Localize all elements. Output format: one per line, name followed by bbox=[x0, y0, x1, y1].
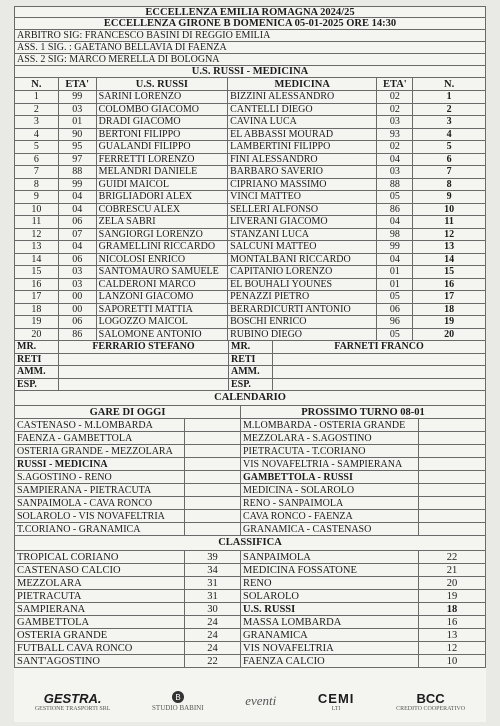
lineup-row bbox=[14, 91, 486, 104]
home-player: GUIDI MAICOL bbox=[97, 179, 228, 191]
away-age: 99 bbox=[377, 241, 413, 253]
gara-prossima: MEZZOLARA - S.AGOSTINO bbox=[241, 432, 419, 444]
classifica-table bbox=[14, 551, 486, 668]
calendario-row bbox=[14, 458, 486, 471]
reti-label-home: RETI bbox=[15, 354, 59, 366]
away-age: 03 bbox=[377, 166, 413, 178]
col-home: U.S. RUSSI bbox=[97, 78, 228, 90]
reti-label-away: RETI bbox=[229, 354, 273, 366]
away-player: PENAZZI PIETRO bbox=[228, 291, 377, 303]
col-n: N. bbox=[15, 78, 59, 90]
lineup-table bbox=[14, 78, 486, 341]
classifica-points-left: 39 bbox=[185, 551, 241, 563]
home-player: ZELA SABRI bbox=[97, 216, 228, 228]
lineup-row bbox=[14, 179, 486, 192]
home-number: 18 bbox=[15, 304, 59, 316]
home-player: SAPORETTI MATTIA bbox=[97, 304, 228, 316]
lineup-row bbox=[14, 279, 486, 292]
header-block bbox=[14, 6, 486, 78]
classifica-points-right: 19 bbox=[446, 591, 458, 602]
calendario-row bbox=[14, 445, 486, 458]
away-number: 14 bbox=[444, 253, 455, 265]
calendario-row bbox=[14, 497, 486, 510]
gara-oggi: CASTENASO - M.LOMBARDA bbox=[15, 419, 185, 431]
home-player: SARINI LORENZO bbox=[97, 91, 228, 103]
classifica-points-right: 16 bbox=[446, 617, 458, 628]
col-eta2: ETA' bbox=[377, 78, 413, 90]
esp-label-home: ESP. bbox=[15, 379, 59, 391]
calendario-row bbox=[14, 510, 486, 523]
home-player: NICOLOSI ENRICO bbox=[97, 254, 228, 266]
away-age: 01 bbox=[377, 266, 413, 278]
home-number: 14 bbox=[15, 254, 59, 266]
gara-oggi: S.AGOSTINO - RENO bbox=[15, 471, 185, 483]
amm-row bbox=[14, 366, 486, 379]
gara-prossima-result bbox=[419, 419, 485, 431]
classifica-team-right: MASSA LOMBARDA bbox=[241, 616, 419, 628]
gara-prossima: MEDICINA - SOLAROLO bbox=[241, 484, 419, 496]
classifica-team-left: PIETRACUTA bbox=[15, 590, 185, 602]
away-player: LAMBERTINI FILIPPO bbox=[228, 141, 377, 153]
home-number: 12 bbox=[15, 229, 59, 241]
away-number: 3 bbox=[446, 116, 452, 127]
away-age: 04 bbox=[377, 154, 413, 166]
staff-block bbox=[14, 341, 486, 391]
amm-label-home: AMM. bbox=[15, 366, 59, 378]
gara-oggi-result bbox=[185, 523, 241, 535]
away-number: 12 bbox=[444, 228, 455, 240]
away-player: RUBINO DIEGO bbox=[228, 329, 377, 341]
gara-prossima-result bbox=[419, 445, 485, 457]
cemi-logo-text: CEMI bbox=[317, 690, 355, 706]
classifica-points-right: 10 bbox=[446, 656, 458, 667]
lineup-header-row bbox=[14, 78, 486, 91]
classifica-team-left: MEZZOLARA bbox=[15, 577, 185, 589]
reti-home-value bbox=[59, 354, 229, 366]
calendario-row bbox=[14, 523, 486, 536]
reti-row bbox=[14, 354, 486, 367]
home-age: 03 bbox=[59, 266, 97, 278]
gara-oggi-result bbox=[185, 419, 241, 431]
lineup-row bbox=[14, 141, 486, 154]
away-age: 93 bbox=[377, 129, 413, 141]
away-player: BARBARO SAVERIO bbox=[228, 166, 377, 178]
classifica-points-left: 24 bbox=[185, 616, 241, 628]
away-number: 5 bbox=[446, 141, 452, 152]
esp-label-away: ESP. bbox=[229, 379, 273, 391]
calendario-table bbox=[14, 406, 486, 536]
away-age: 96 bbox=[377, 316, 413, 328]
away-age: 05 bbox=[377, 191, 413, 203]
gara-oggi: SAMPIERANA - PIETRACUTA bbox=[15, 484, 185, 496]
away-age: 02 bbox=[377, 91, 413, 103]
lineup-rows bbox=[14, 91, 486, 341]
away-age: 05 bbox=[377, 291, 413, 303]
classifica-team-right: RENO bbox=[241, 577, 419, 589]
gara-prossima-result bbox=[419, 432, 485, 444]
classifica-row bbox=[14, 603, 486, 616]
lineup-row bbox=[14, 229, 486, 242]
home-player: LANZONI GIACOMO bbox=[97, 291, 228, 303]
home-coach: FERRARIO STEFANO bbox=[59, 341, 229, 353]
classifica-team-left: SANT'AGOSTINO bbox=[15, 655, 185, 667]
lineup-row bbox=[14, 216, 486, 229]
home-player: FERRETTI LORENZO bbox=[97, 154, 228, 166]
home-number: 15 bbox=[15, 266, 59, 278]
away-number: 10 bbox=[444, 203, 455, 215]
home-age: 03 bbox=[59, 104, 97, 116]
gara-oggi-result bbox=[185, 432, 241, 444]
gara-oggi: SANPAIMOLA - CAVA RONCO bbox=[15, 497, 185, 509]
gara-oggi-result bbox=[185, 484, 241, 496]
away-number: 2 bbox=[446, 103, 452, 115]
home-age: 06 bbox=[59, 254, 97, 266]
away-player: CANTELLI DIEGO bbox=[228, 104, 377, 116]
away-player: SALCUNI MATTEO bbox=[228, 241, 377, 253]
match-title: U.S. RUSSI - MEDICINA bbox=[191, 66, 309, 77]
gara-oggi: FAENZA - GAMBETTOLA bbox=[15, 432, 185, 444]
classifica-row bbox=[14, 577, 486, 590]
esp-away-value bbox=[273, 379, 485, 391]
home-player: MELANDRI DANIELE bbox=[97, 166, 228, 178]
cemi-logo-sub: LTI bbox=[331, 705, 341, 712]
lineup-row bbox=[14, 254, 486, 267]
away-player: CAPITANIO LORENZO bbox=[228, 266, 377, 278]
col-eta: ETA' bbox=[59, 78, 97, 90]
gara-oggi-result bbox=[185, 458, 241, 470]
lineup-row bbox=[14, 166, 486, 179]
home-age: 95 bbox=[59, 141, 97, 153]
home-player: GRAMELLINI RICCARDO bbox=[97, 241, 228, 253]
home-player: SALOMONE ANTONIO bbox=[97, 329, 228, 341]
gara-prossima-result bbox=[419, 497, 485, 509]
gara-oggi-result bbox=[185, 497, 241, 509]
classifica-points-left: 22 bbox=[185, 655, 241, 667]
classifica-row bbox=[14, 590, 486, 603]
ass2-text: ASS. 2 SIG: MARCO MERELLA DI BOLOGNA bbox=[17, 54, 220, 65]
away-player: BIZZINI ALESSANDRO bbox=[228, 91, 377, 103]
gara-prossima: GRANAMICA - CASTENASO bbox=[241, 523, 419, 535]
classifica-team-right: GRANAMICA bbox=[241, 629, 419, 641]
away-number: 8 bbox=[446, 178, 452, 190]
away-age: 04 bbox=[377, 254, 413, 266]
classifica-team-left: FUTBALL CAVA RONCO bbox=[15, 642, 185, 654]
gestra-logo bbox=[35, 691, 111, 712]
prossimo-turno-title: PROSSIMO TURNO 08-01 bbox=[301, 407, 425, 418]
home-age: 86 bbox=[59, 329, 97, 341]
home-player: CALDERONI MARCO bbox=[97, 279, 228, 291]
classifica-points-right: 22 bbox=[446, 552, 458, 563]
classifica-points-right: 20 bbox=[446, 578, 458, 589]
calendario-rows bbox=[14, 419, 486, 536]
classifica-row bbox=[14, 564, 486, 577]
calendario-header-row bbox=[14, 406, 486, 419]
amm-label-away: AMM. bbox=[229, 366, 273, 378]
gare-oggi-title: GARE DI OGGI bbox=[15, 406, 241, 418]
classifica-points-right: 13 bbox=[446, 630, 458, 641]
away-number: 19 bbox=[444, 316, 455, 327]
arbitro-row bbox=[14, 30, 486, 42]
sheet-subtitle: ECCELLENZA GIRONE B DOMENICA 05-01-2025 ORE 14:30 bbox=[103, 18, 397, 29]
gara-prossima: GAMBETTOLA - RUSSI bbox=[241, 471, 419, 483]
home-number: 16 bbox=[15, 279, 59, 291]
home-age: 88 bbox=[59, 166, 97, 178]
home-number: 7 bbox=[15, 166, 59, 178]
away-player: SELLERI ALFONSO bbox=[228, 204, 377, 216]
calendario-row bbox=[14, 432, 486, 445]
away-age: 01 bbox=[377, 279, 413, 291]
classifica-points-left: 24 bbox=[185, 629, 241, 641]
away-age: 88 bbox=[377, 179, 413, 191]
reti-away-value bbox=[273, 354, 485, 366]
gara-oggi-result bbox=[185, 471, 241, 483]
home-player: SANTOMAURO SAMUELE bbox=[97, 266, 228, 278]
home-number: 4 bbox=[15, 129, 59, 141]
home-number: 9 bbox=[15, 191, 59, 203]
gara-prossima-result bbox=[419, 458, 485, 470]
col-n2: N. bbox=[444, 79, 455, 90]
classifica-points-right: 12 bbox=[446, 643, 458, 654]
away-player: EL BOUHALI YOUNES bbox=[228, 279, 377, 291]
studio-babini-logo bbox=[152, 690, 204, 712]
gara-oggi: OSTERIA GRANDE - MEZZOLARA bbox=[15, 445, 185, 457]
home-player: BERTONI FILIPPO bbox=[97, 129, 228, 141]
classifica-team-left: GAMBETTOLA bbox=[15, 616, 185, 628]
babini-mark-icon bbox=[167, 690, 189, 704]
away-player: LIVERANI GIACOMO bbox=[228, 216, 377, 228]
classifica-team-right: U.S. RUSSI bbox=[241, 603, 419, 615]
away-number: 13 bbox=[444, 241, 455, 252]
home-age: 06 bbox=[59, 216, 97, 228]
calendario-row bbox=[14, 484, 486, 497]
classifica-row bbox=[14, 642, 486, 655]
match-row bbox=[14, 66, 486, 78]
sheet-title-row bbox=[14, 6, 486, 18]
calendario-row bbox=[14, 471, 486, 484]
classifica-team-right: SOLAROLO bbox=[241, 590, 419, 602]
gara-prossima: PIETRACUTA - T.CORIANO bbox=[241, 445, 419, 457]
home-age: 06 bbox=[59, 316, 97, 328]
lineup-row bbox=[14, 154, 486, 167]
lineup-row bbox=[14, 204, 486, 217]
classifica-row bbox=[14, 616, 486, 629]
ass1-row bbox=[14, 42, 486, 54]
home-age: 00 bbox=[59, 304, 97, 316]
esp-home-value bbox=[59, 379, 229, 391]
away-coach: FARNETI FRANCO bbox=[334, 341, 424, 352]
home-age: 07 bbox=[59, 229, 97, 241]
gara-prossima: CAVA RONCO - FAENZA bbox=[241, 510, 419, 522]
lineup-sheet bbox=[14, 6, 486, 722]
away-number: 11 bbox=[444, 216, 454, 227]
home-number: 10 bbox=[15, 204, 59, 216]
classifica-team-right: VIS NOVAFELTRIA bbox=[241, 642, 419, 654]
babini-logo-text: STUDIO BABINI bbox=[152, 704, 204, 712]
gara-oggi: T.CORIANO - GRANAMICA bbox=[15, 523, 185, 535]
classifica-team-left: CASTENASO CALCIO bbox=[15, 564, 185, 576]
away-number: 6 bbox=[446, 153, 452, 165]
amm-away-value bbox=[273, 366, 485, 378]
away-number: 15 bbox=[444, 266, 455, 277]
eventi-logo bbox=[245, 693, 276, 709]
home-player: LOGOZZO MAICOL bbox=[97, 316, 228, 328]
home-number: 6 bbox=[15, 154, 59, 166]
lineup-row bbox=[14, 304, 486, 317]
away-number: 9 bbox=[446, 191, 452, 202]
classifica-points-right: 21 bbox=[446, 565, 458, 576]
ass1-text: ASS. 1 SIG. : GAETANO BELLAVIA DI FAENZA bbox=[17, 42, 227, 53]
home-age: 03 bbox=[59, 279, 97, 291]
away-player: CIPRIANO MASSIMO bbox=[228, 179, 377, 191]
away-age: 06 bbox=[377, 304, 413, 316]
gara-prossima-result bbox=[419, 523, 485, 535]
home-number: 8 bbox=[15, 179, 59, 191]
home-age: 04 bbox=[59, 241, 97, 253]
home-number: 11 bbox=[15, 216, 59, 228]
calendario-row bbox=[14, 419, 486, 432]
svg-text:B: B bbox=[175, 693, 181, 702]
away-age: 04 bbox=[377, 216, 413, 228]
classifica-points-right: 18 bbox=[446, 604, 458, 615]
classifica-team-left: OSTERIA GRANDE bbox=[15, 629, 185, 641]
home-player: COBRESCU ALEX bbox=[97, 204, 228, 216]
mr-label-home: MR. bbox=[15, 341, 59, 353]
mr-row bbox=[14, 341, 486, 354]
classifica-points-left: 31 bbox=[185, 577, 241, 589]
classifica-row bbox=[14, 655, 486, 668]
away-age: 03 bbox=[377, 116, 413, 128]
cemi-logo bbox=[318, 691, 355, 712]
home-age: 97 bbox=[59, 154, 97, 166]
classifica-row bbox=[14, 629, 486, 642]
away-number: 7 bbox=[446, 166, 452, 177]
home-number: 13 bbox=[15, 241, 59, 253]
home-age: 01 bbox=[59, 116, 97, 128]
lineup-row bbox=[14, 116, 486, 129]
gara-oggi: SOLAROLO - VIS NOVAFELTRIA bbox=[15, 510, 185, 522]
away-number: 17 bbox=[444, 291, 455, 302]
home-age: 99 bbox=[59, 179, 97, 191]
gara-oggi-result bbox=[185, 510, 241, 522]
lineup-row bbox=[14, 191, 486, 204]
sheet-title: ECCELLENZA EMILIA ROMAGNA 2024/25 bbox=[145, 7, 355, 17]
home-number: 1 bbox=[15, 91, 59, 103]
classifica-points-left: 34 bbox=[185, 564, 241, 576]
ass2-row bbox=[14, 54, 486, 66]
lineup-row bbox=[14, 104, 486, 117]
home-age: 90 bbox=[59, 129, 97, 141]
away-player: VINCI MATTEO bbox=[228, 191, 377, 203]
home-player: DRADI GIACOMO bbox=[97, 116, 228, 128]
away-age: 05 bbox=[377, 329, 413, 341]
sheet-subtitle-row bbox=[14, 18, 486, 30]
home-number: 19 bbox=[15, 316, 59, 328]
arbitro-text: ARBITRO SIG: FRANCESCO BASINI DI REGGIO EMILIA bbox=[17, 30, 271, 41]
classifica-team-right: SANPAIMOLA bbox=[241, 551, 419, 563]
lineup-row bbox=[14, 266, 486, 279]
calendario-title: CALENDARIO bbox=[14, 391, 486, 406]
amm-home-value bbox=[59, 366, 229, 378]
classifica-team-right: MEDICINA FOSSATONE bbox=[241, 564, 419, 576]
gestra-logo-sub: GESTIONE TRASPORTI SRL bbox=[34, 705, 111, 712]
home-player: COLOMBO GIACOMO bbox=[97, 104, 228, 116]
away-number: 4 bbox=[446, 128, 452, 140]
home-number: 17 bbox=[15, 291, 59, 303]
away-player: MONTALBANI RICCARDO bbox=[228, 254, 377, 266]
home-player: GUALANDI FILIPPO bbox=[97, 141, 228, 153]
away-age: 02 bbox=[377, 141, 413, 153]
gara-prossima-result bbox=[419, 484, 485, 496]
lineup-row bbox=[14, 316, 486, 329]
home-age: 04 bbox=[59, 204, 97, 216]
lineup-row bbox=[14, 291, 486, 304]
away-age: 86 bbox=[377, 204, 413, 216]
home-player: BRIGLIADORI ALEX bbox=[97, 191, 228, 203]
home-number: 3 bbox=[15, 116, 59, 128]
away-number: 1 bbox=[446, 91, 452, 102]
away-player: CAVINA LUCA bbox=[228, 116, 377, 128]
gara-oggi: RUSSI - MEDICINA bbox=[15, 458, 185, 470]
classifica-team-right: FAENZA CALCIO bbox=[241, 655, 419, 667]
away-number: 20 bbox=[444, 328, 455, 340]
classifica-team-left: TROPICAL CORIANO bbox=[15, 551, 185, 563]
gara-prossima-result bbox=[419, 471, 485, 483]
lineup-row bbox=[14, 329, 486, 342]
classifica-row bbox=[14, 551, 486, 564]
home-number: 20 bbox=[15, 329, 59, 341]
classifica-points-left: 31 bbox=[185, 590, 241, 602]
home-player: SANGIORGI LORENZO bbox=[97, 229, 228, 241]
bcc-logo bbox=[396, 691, 465, 712]
gestra-logo-text: GESTRA. bbox=[43, 690, 102, 706]
away-number: 18 bbox=[444, 303, 455, 315]
away-age: 02 bbox=[377, 104, 413, 116]
eventi-logo-text: eventi bbox=[245, 693, 277, 708]
away-player: BOSCHI ENRICO bbox=[228, 316, 377, 328]
classifica-points-left: 30 bbox=[185, 603, 241, 615]
away-player: FINI ALESSANDRO bbox=[228, 154, 377, 166]
away-player: EL ABBASSI MOURAD bbox=[228, 129, 377, 141]
bcc-logo-text: BCC bbox=[416, 690, 445, 706]
away-number: 16 bbox=[444, 278, 455, 290]
sponsor-bar bbox=[14, 683, 486, 719]
away-player: BERARDICURTI ANTONIO bbox=[228, 304, 377, 316]
gara-prossima-result bbox=[419, 510, 485, 522]
away-player: STANZANI LUCA bbox=[228, 229, 377, 241]
lineup-row bbox=[14, 241, 486, 254]
mr-label-away: MR. bbox=[229, 341, 273, 353]
bcc-logo-sub: CREDITO COOPERATIVO bbox=[396, 705, 466, 712]
home-number: 2 bbox=[15, 104, 59, 116]
gara-prossima: RENO - SANPAIMOLA bbox=[241, 497, 419, 509]
home-number: 5 bbox=[15, 141, 59, 153]
gara-prossima: VIS NOVAFELTRIA - SAMPIERANA bbox=[241, 458, 419, 470]
classifica-points-left: 24 bbox=[185, 642, 241, 654]
lineup-row bbox=[14, 129, 486, 142]
esp-row bbox=[14, 379, 486, 392]
away-age: 98 bbox=[377, 229, 413, 241]
home-age: 04 bbox=[59, 191, 97, 203]
gara-oggi-result bbox=[185, 445, 241, 457]
classifica-title: CLASSIFICA bbox=[14, 536, 486, 551]
classifica-team-left: SAMPIERANA bbox=[15, 603, 185, 615]
home-age: 99 bbox=[59, 91, 97, 103]
home-age: 00 bbox=[59, 291, 97, 303]
gara-prossima: M.LOMBARDA - OSTERIA GRANDE bbox=[241, 419, 419, 431]
col-away: MEDICINA bbox=[228, 78, 377, 90]
